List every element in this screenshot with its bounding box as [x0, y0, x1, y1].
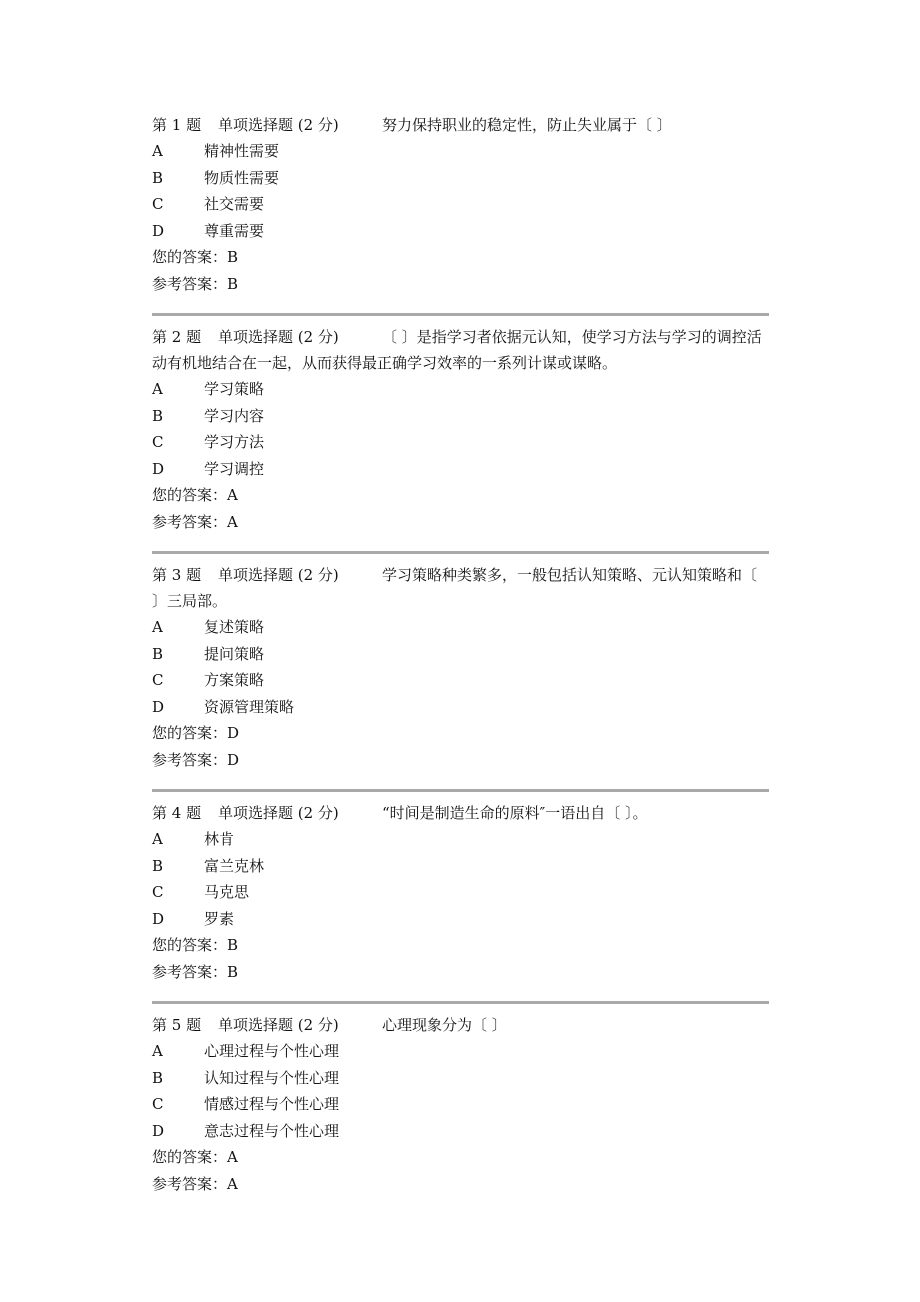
option-d: [152, 456, 769, 483]
option-letter: C: [152, 433, 164, 451]
option-c: [152, 1091, 769, 1118]
question-number: 第 5 题: [152, 1016, 202, 1034]
option-c: [152, 191, 769, 218]
option-letter: A: [152, 618, 163, 636]
option-text: 富兰克林: [204, 856, 265, 875]
option-b: [152, 853, 769, 880]
your-answer: 您的答案：A: [152, 486, 238, 504]
option-text: 精神性需要: [204, 142, 280, 160]
question-number: 第 1 题: [152, 116, 202, 134]
option-text: 学习方法: [204, 433, 265, 451]
option-letter: B: [152, 168, 164, 187]
reference-answer: 参考答案：B: [152, 274, 239, 293]
option-text: 罗素: [204, 909, 235, 928]
question-type: 单项选择题 (2 分): [218, 1016, 339, 1034]
question-type: 单项选择题 (2 分): [218, 328, 339, 346]
option-text: 尊重需要: [204, 221, 265, 240]
option-b: [152, 1065, 769, 1092]
option-letter: D: [152, 697, 165, 716]
option-a: [152, 138, 769, 165]
option-letter: B: [152, 1068, 164, 1087]
reference-answer: 参考答案：A: [152, 512, 238, 531]
option-text: 学习策略: [204, 380, 265, 398]
reference-answer: 参考答案：A: [152, 1174, 238, 1193]
question-header: [152, 562, 769, 614]
question-number: 第 3 题: [152, 566, 202, 584]
question-5: [152, 1012, 769, 1197]
option-text: 社交需要: [204, 195, 265, 213]
your-answer: 您的答案：A: [152, 1148, 238, 1166]
option-d: [152, 1118, 769, 1145]
option-text: 心理过程与个性心理: [204, 1042, 340, 1060]
option-letter: C: [152, 1095, 164, 1113]
option-b: [152, 403, 769, 430]
option-text: 复述策略: [204, 618, 265, 636]
option-b: [152, 165, 769, 192]
option-letter: D: [152, 221, 165, 240]
option-text: 物质性需要: [204, 168, 280, 187]
divider: [152, 313, 769, 316]
question-header: [152, 112, 769, 138]
option-text: 林肯: [204, 830, 235, 848]
your-answer: 您的答案：B: [152, 936, 239, 954]
option-letter: D: [152, 909, 165, 928]
question-header: [152, 800, 769, 826]
question-text: 努力保持职业的稳定性，防止失业属于〔 〕: [382, 116, 672, 134]
question-text: 学习策略种类繁多，一般包括认知策略、元认知策略和〔 〕三局部。: [152, 566, 758, 610]
option-letter: C: [152, 195, 164, 213]
question-type: 单项选择题 (2 分): [218, 566, 339, 584]
option-letter: C: [152, 671, 164, 689]
option-letter: C: [152, 883, 164, 901]
question-text: “时间是制造生命的原料″一语出自〔 〕。: [382, 804, 648, 822]
your-answer: 您的答案：B: [152, 248, 239, 266]
option-a: [152, 376, 769, 403]
option-letter: B: [152, 406, 164, 425]
option-text: 认知过程与个性心理: [204, 1068, 340, 1087]
question-4: [152, 800, 769, 985]
option-text: 马克思: [204, 883, 250, 901]
option-c: [152, 429, 769, 456]
option-text: 情感过程与个性心理: [204, 1095, 340, 1113]
option-letter: A: [152, 380, 163, 398]
option-letter: A: [152, 830, 163, 848]
question-text: 心理现象分为〔 〕: [382, 1016, 507, 1034]
question-list: [152, 112, 769, 1197]
divider: [152, 789, 769, 792]
question-number: 第 4 题: [152, 804, 202, 822]
option-letter: B: [152, 856, 164, 875]
option-letter: B: [152, 644, 164, 663]
question-header: [152, 1012, 769, 1038]
option-text: 方案策略: [204, 671, 265, 689]
question-1: [152, 112, 769, 297]
option-letter: A: [152, 1042, 163, 1060]
option-a: [152, 826, 769, 853]
reference-answer: 参考答案：B: [152, 962, 239, 981]
option-letter: D: [152, 1121, 165, 1140]
option-letter: D: [152, 459, 165, 478]
option-c: [152, 667, 769, 694]
option-text: 学习调控: [204, 459, 265, 478]
question-3: [152, 562, 769, 773]
option-c: [152, 879, 769, 906]
option-text: 提问策略: [204, 644, 265, 663]
reference-answer: 参考答案：D: [152, 750, 240, 769]
option-d: [152, 906, 769, 933]
question-type: 单项选择题 (2 分): [218, 116, 339, 134]
your-answer: 您的答案：D: [152, 724, 240, 742]
question-2: [152, 324, 769, 535]
option-a: [152, 1038, 769, 1065]
option-d: [152, 218, 769, 245]
question-text: 〔 〕是指学习者依据元认知，使学习方法与学习的调控活动有机地结合在一起，从而获得最正确学习效率的一系列计谋或谋略。: [152, 328, 762, 372]
divider: [152, 551, 769, 554]
option-d: [152, 694, 769, 721]
option-text: 资源管理策略: [204, 697, 295, 716]
option-text: 学习内容: [204, 406, 265, 425]
option-a: [152, 614, 769, 641]
question-header: [152, 324, 769, 376]
option-b: [152, 641, 769, 668]
question-type: 单项选择题 (2 分): [218, 804, 339, 822]
question-number: 第 2 题: [152, 328, 202, 346]
option-letter: A: [152, 142, 163, 160]
option-text: 意志过程与个性心理: [204, 1121, 340, 1140]
divider: [152, 1001, 769, 1004]
